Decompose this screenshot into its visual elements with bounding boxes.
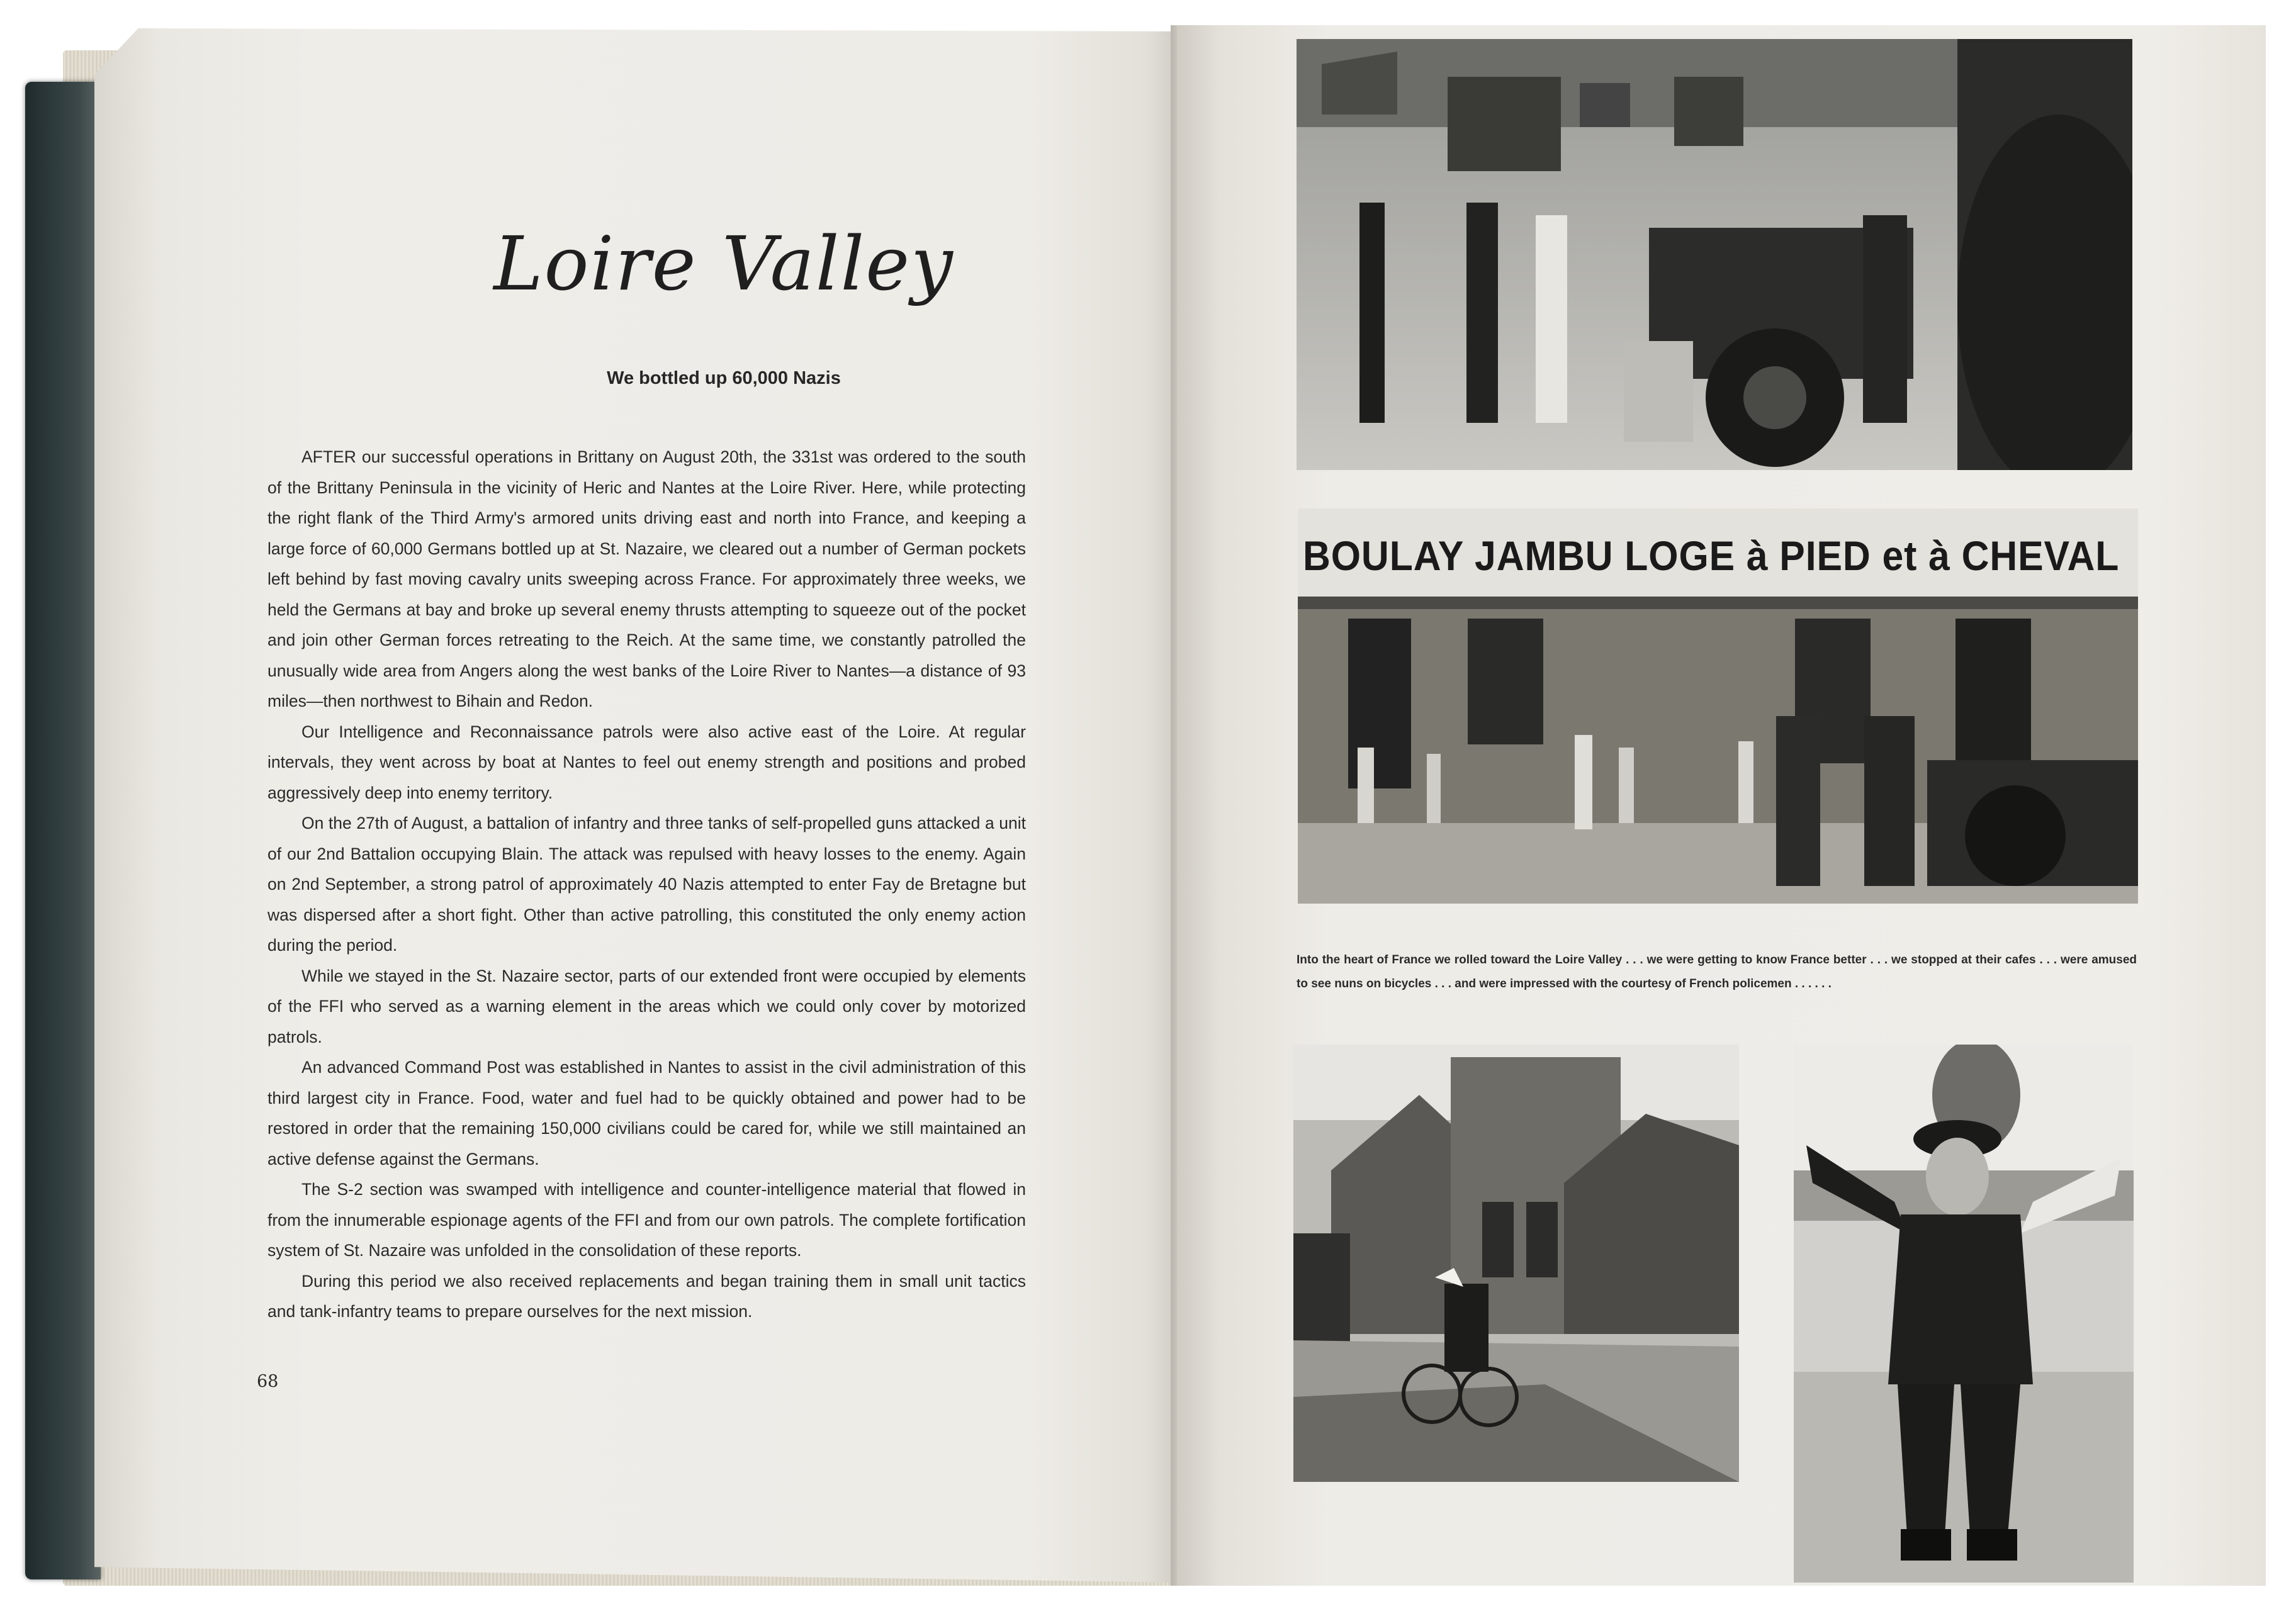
paragraph: During this period we also received replacements and began training them in small unit tactics and tank-infantry teams to prepare ourselves for the next mission. xyxy=(267,1271,1026,1321)
page-title: Loire Valley xyxy=(493,220,954,307)
photo-caption: Into the heart of France we rolled toward the Loire Valley . . . we were getting to know France better . . . we stopped at their cafes . . . were amused to see nuns on bicycles . . . and were impressed with the courtesy of French policemen . . . . . . xyxy=(1297,953,2137,990)
book-cover xyxy=(25,82,101,1579)
policeman-photo-illustration xyxy=(1794,1045,2134,1583)
street-photo-illustration xyxy=(1293,1045,1739,1482)
paragraph: On the 27th of August, a battalion of infantry and three tanks of self-propelled guns attacked a unit of our 2nd Battalion occupying Blain. The attack was repulsed with heavy losses to the enemy. Again on 2nd September, a strong patrol of approximately 40 Nazis attempted to enter Fay de Bretagne but was dispersed after a short fight. Other than active patrolling, this constituted the only enemy action during the period. xyxy=(267,814,1026,955)
photo-nun-on-bicycle xyxy=(1293,1045,1739,1482)
paragraph: While we stayed in the St. Nazaire sector, parts of our extended front were occupied by elements of the FFI who served as a warning element in the areas which we could only cover by motorized patrols. xyxy=(267,966,1026,1046)
page-number: 68 xyxy=(257,1372,279,1391)
jeep-photo-illustration xyxy=(1297,39,2132,470)
page-subtitle: We bottled up 60,000 Nazis xyxy=(607,368,841,388)
photo-french-policeman xyxy=(1794,1045,2134,1583)
paragraph: AFTER our successful operations in Brittany on August 20th, the 331st was ordered to the south of the Brittany Peninsula in the vicinity of Heric and Nantes at the Loire River. Here, while protecting the right flank of the Third Army's armored units driving east and north into France, and keeping a large force of 60,000 Germans bottled up at St. Nazaire, we cleared out a number of German pockets left behind by fast moving cavalry units sweeping across France. For approximately three weeks, we held the Germans at bay and broke up several enemy thrusts attempting to squeeze out of the pocket and join other German forces retreating to the Reich. At the same time, we constantly patrolled the unusually wide area from Angers along the west banks of the Loire River to Nantes—a distance of 93 miles—then northwest to Bihain and Redon. xyxy=(267,447,1026,710)
paragraph: Our Intelligence and Reconnaissance patrols were also active east of the Loire. At regular intervals, they went across by boat at Nantes to feel out enemy strength and positions and probed aggressively deep into enemy territory. xyxy=(267,722,1026,802)
paragraph: An advanced Command Post was established in Nantes to assist in the civil administration of this third largest city in France. Food, water and fuel had to be quickly obtained and power had to be restored in order that the remaining 150,000 civilians could be cared for, while we still maintained an active defense against the Germans. xyxy=(267,1058,1026,1169)
shop-sign-text: BOULAY JAMBU LOGE à PIED et à CHEVAL xyxy=(1303,532,2120,579)
photo-jeep-roadside xyxy=(1297,39,2132,470)
paragraph: The S-2 section was swamped with intelligence and counter-intelligence material that flowed in from the innumerable espionage agents of the FFI and from our own patrols. The complete fortification system of St. Nazaire was unfolded in the consolidation of these reports. xyxy=(267,1180,1026,1260)
article-body xyxy=(267,442,1026,1327)
